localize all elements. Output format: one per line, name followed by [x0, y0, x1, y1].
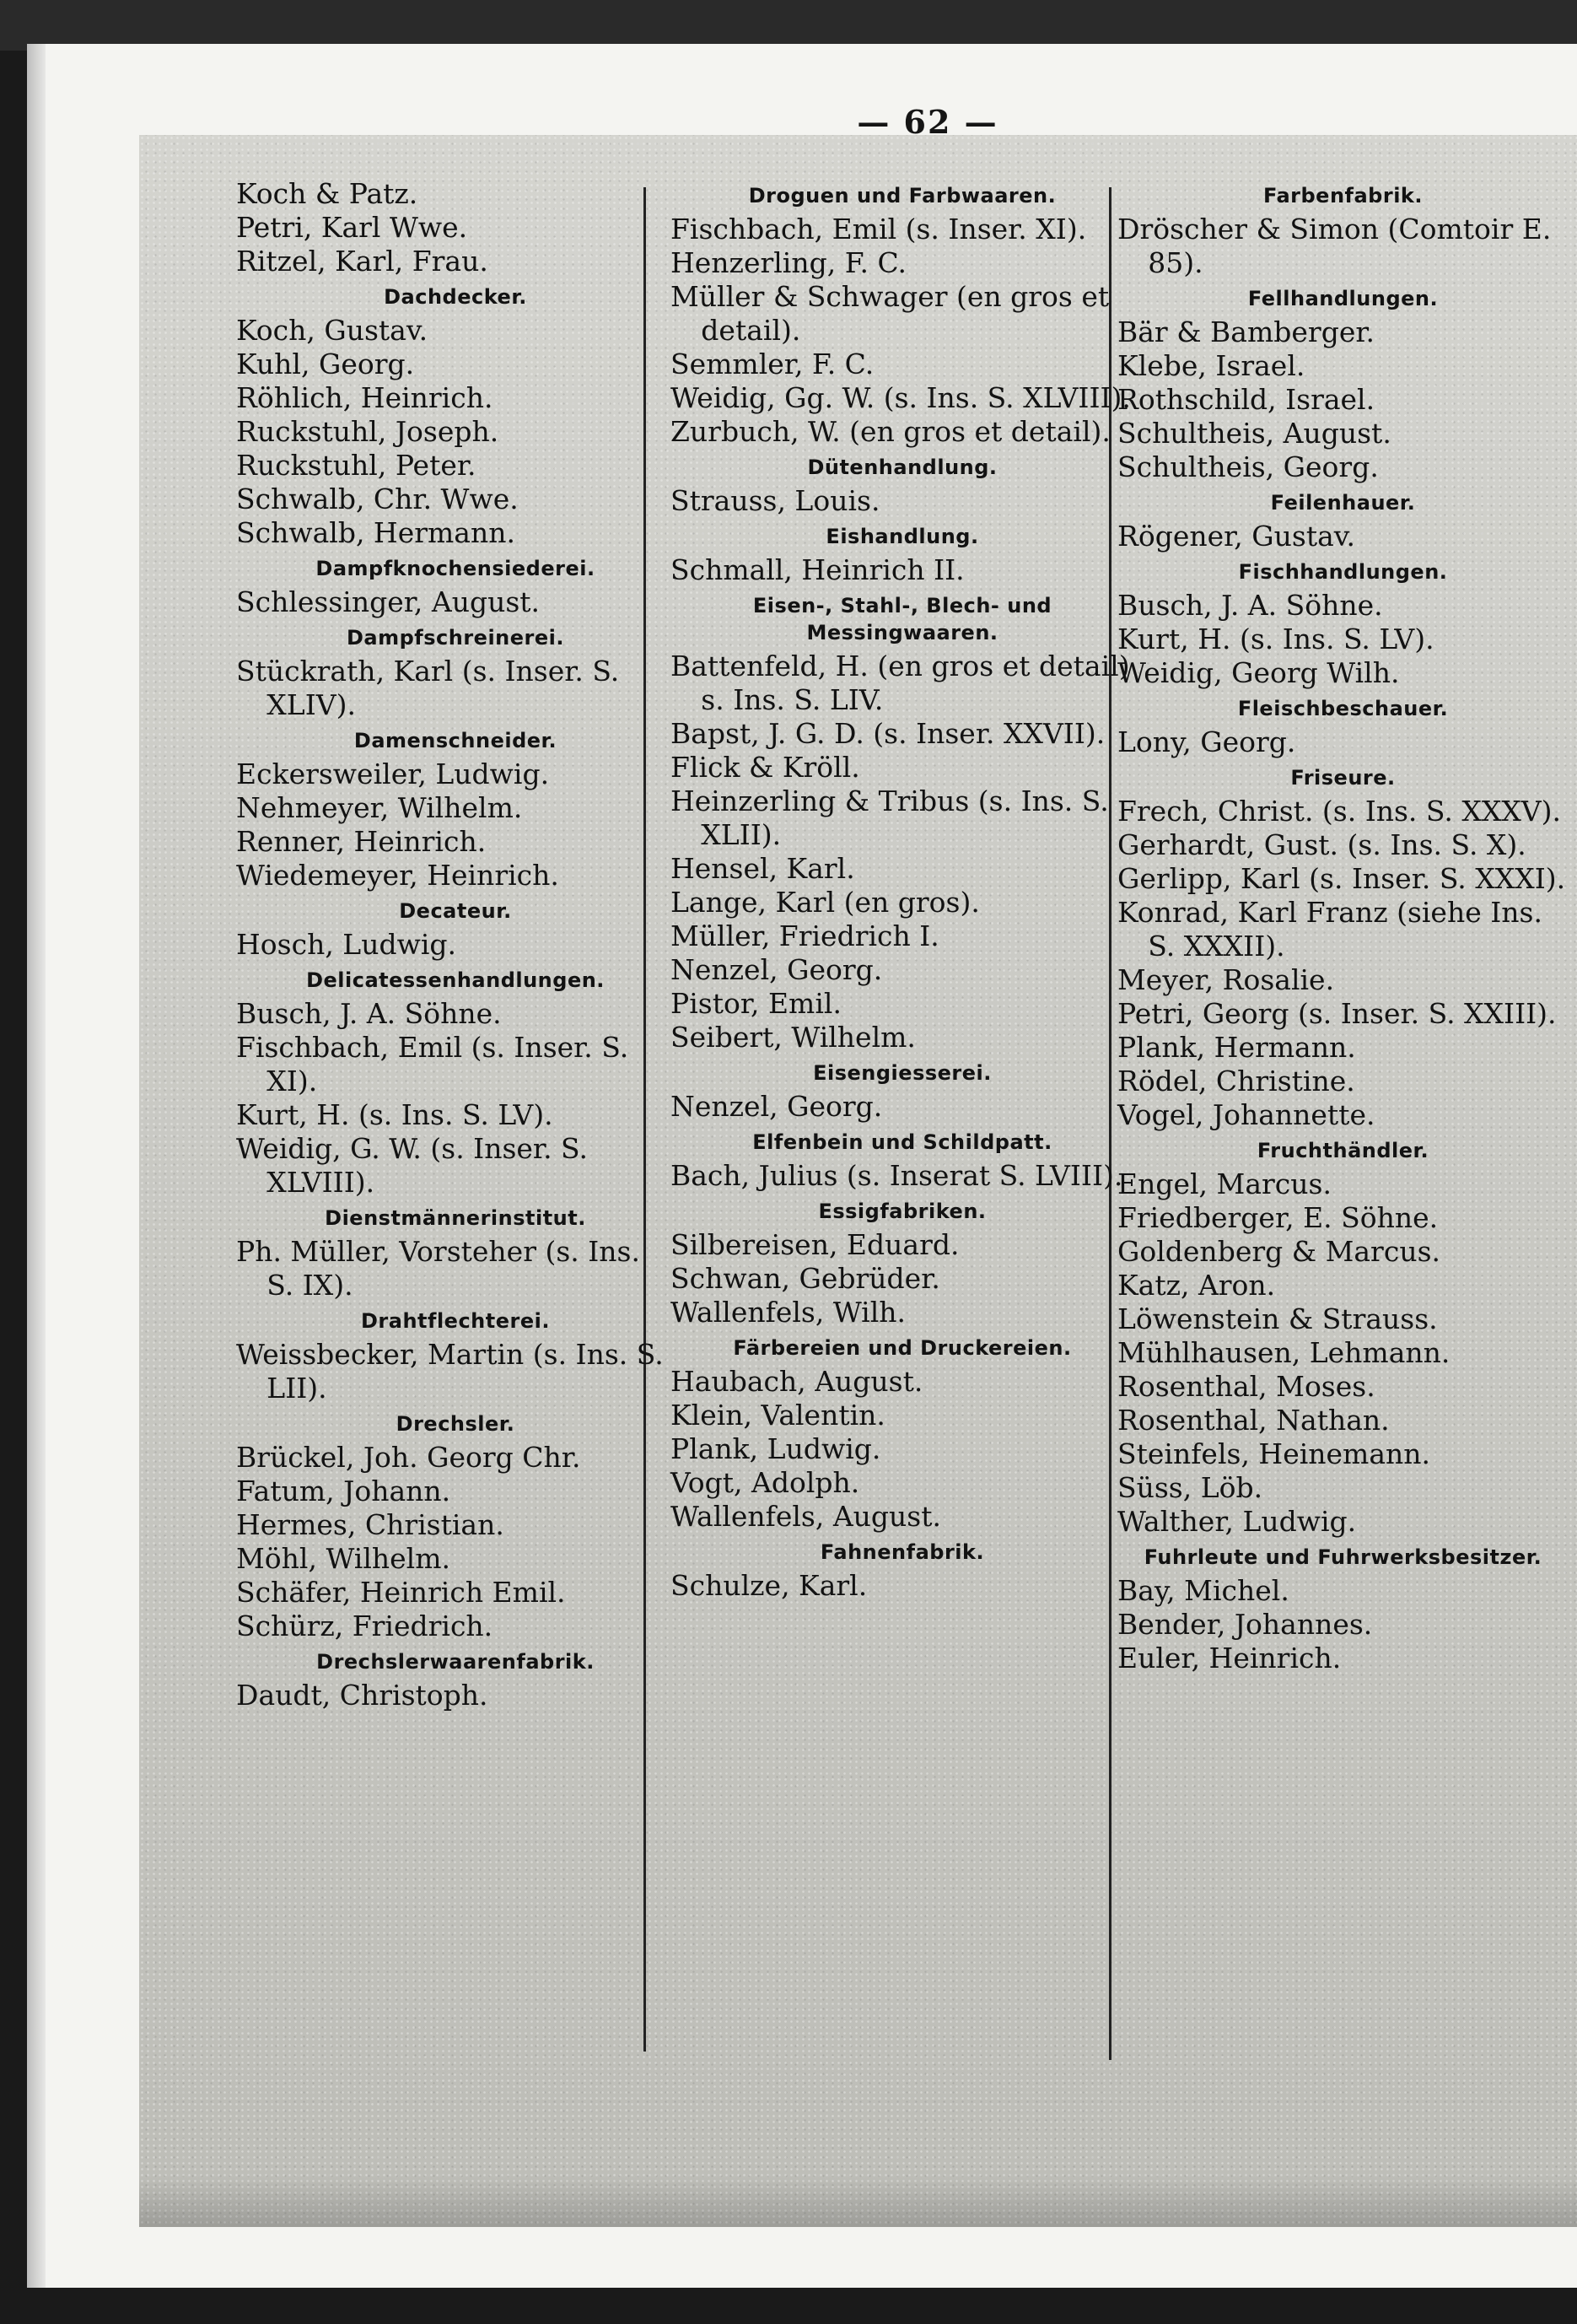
trade-heading: Fellhandlungen. [1247, 287, 1439, 310]
trade-heading: Färbereien und Druckereien. [733, 1336, 1072, 1360]
directory-entry: Schmall, Heinrich II. [670, 553, 965, 586]
directory-entry: Strauss, Louis. [670, 484, 880, 517]
trade-heading: Farbenfabrik. [1262, 184, 1424, 208]
page-number: — 62 — [857, 103, 998, 141]
trade-heading: Drechslerwaarenfabrik. [316, 1650, 595, 1674]
directory-entry: Schwalb, Hermann. [236, 516, 515, 549]
directory-entry: Müller, Friedrich I. [670, 919, 939, 952]
directory-entry: Löwenstein & Strauss. [1117, 1302, 1438, 1335]
directory-entry: Süss, Löb. [1117, 1471, 1263, 1504]
directory-entry: Silbereisen, Eduard. [670, 1228, 960, 1261]
directory-entry: Semmler, F. C. [670, 348, 875, 380]
trade-heading: Drahtflechterei. [361, 1309, 550, 1333]
trade-section [670, 454, 1134, 518]
directory-entry: Frech, Christ. (s. Ins. S. XXXV). [1117, 795, 1562, 828]
trade-heading: Damenschneider. [353, 729, 557, 752]
directory-entry: Pistor, Emil. [670, 987, 842, 1020]
directory-entry: Flick & Kröll. [670, 751, 860, 784]
trade-section [670, 523, 1134, 587]
directory-entry: Walther, Ludwig. [1117, 1505, 1357, 1538]
directory-entry: Nehmeyer, Wilhelm. [236, 791, 523, 824]
trade-heading: Feilenhauer. [1270, 491, 1416, 515]
directory-entry: Klebe, Israel. [1117, 349, 1305, 382]
directory-entry: Möhl, Wilhelm. [236, 1542, 451, 1575]
directory-entry: Weidig, Georg Wilh. [1117, 656, 1400, 689]
directory-entry: Ruckstuhl, Joseph. [236, 415, 499, 448]
directory-entry: Rosenthal, Moses. [1117, 1370, 1375, 1403]
directory-entry: Bay, Michel. [1117, 1574, 1289, 1607]
trade-section [1117, 182, 1569, 280]
directory-entry: Lange, Karl (en gros). [670, 886, 980, 919]
directory-entry: Kurt, H. (s. Ins. S. LV). [1117, 623, 1434, 655]
directory-entry: Petri, Georg (s. Inser. S. XXIII). [1117, 997, 1557, 1030]
directory-entry: Stückrath, Karl (s. Inser. S. XLIV). [236, 655, 620, 721]
directory-entry: Hensel, Karl. [670, 852, 855, 885]
directory-entry: Rosenthal, Nathan. [1117, 1404, 1390, 1437]
trade-heading: Eishandlung. [826, 525, 979, 548]
directory-entry: Dröscher & Simon (Comtoir E. 85). [1117, 213, 1552, 279]
directory-entry: Schultheis, Georg. [1117, 450, 1379, 483]
directory-entry: Bapst, J. G. D. (s. Inser. XXVII). [670, 717, 1106, 750]
directory-entry: Battenfeld, H. (en gros et detail) s. Ins. S. LIV. [670, 650, 1130, 716]
trade-section [236, 1410, 675, 1643]
trade-section [670, 1060, 1134, 1124]
directory-entry: Heinzerling & Tribus (s. Ins. S. XLII). [670, 785, 1109, 851]
directory-entry: Goldenberg & Marcus. [1117, 1235, 1440, 1268]
directory-entry: Röhlich, Heinrich. [236, 381, 493, 414]
directory-entry: Müller & Schwager (en gros et detail). [670, 280, 1110, 347]
directory-entry: Hosch, Ludwig. [236, 928, 457, 961]
directory-entry: Steinfels, Heinemann. [1117, 1437, 1431, 1470]
trade-section [670, 1129, 1134, 1193]
trade-heading: Eisengiesserei. [813, 1061, 992, 1085]
trade-section [1117, 489, 1569, 553]
directory-entry: Bach, Julius (s. Inserat S. LVIII). [670, 1159, 1123, 1192]
trade-section [1117, 764, 1569, 1132]
directory-entry: Schwan, Gebrüder. [670, 1262, 940, 1295]
trade-heading: Fahnenfabrik. [820, 1540, 985, 1564]
directory-entry: Lony, Georg. [1117, 725, 1296, 758]
book-top-edge [0, 0, 1577, 51]
directory-entry: Haubach, August. [670, 1365, 923, 1398]
directory-entry: Daudt, Christoph. [236, 1679, 488, 1712]
trade-section [670, 1198, 1134, 1329]
directory-entry: Wallenfels, August. [670, 1500, 941, 1533]
directory-entry: Schulze, Karl. [670, 1569, 868, 1602]
trade-section [236, 967, 675, 1200]
directory-entry: Fischbach, Emil (s. Inser. S. XI). [236, 1031, 629, 1097]
trade-heading: Elfenbein und Schildpatt. [752, 1130, 1052, 1154]
directory-entry: Zurbuch, W. (en gros et detail). [670, 415, 1111, 448]
directory-entry: Brückel, Joh. Georg Chr. [236, 1441, 581, 1474]
trade-section [236, 1648, 675, 1712]
trade-heading: Fleischbeschauer. [1237, 697, 1449, 720]
trade-section [1117, 1544, 1569, 1675]
directory-entry: Weissbecker, Martin (s. Ins. S. LII). [236, 1338, 664, 1405]
trade-section [670, 1335, 1134, 1534]
trade-heading: Dampfknochensiederei. [315, 557, 595, 580]
directory-entry: Mühlhausen, Lehmann. [1117, 1336, 1451, 1369]
trade-heading: Dienstmännerinstitut. [325, 1206, 586, 1230]
directory-entry: Schürz, Friedrich. [236, 1610, 493, 1642]
trade-heading: Droguen und Farbwaaren. [748, 184, 1057, 208]
directory-entry: Gerlipp, Karl (s. Inser. S. XXXI). [1117, 862, 1566, 895]
directory-entry: Schwalb, Chr. Wwe. [236, 483, 519, 515]
directory-entry: Nenzel, Georg. [670, 953, 883, 986]
trade-heading: Dampfschreinerei. [346, 626, 564, 650]
directory-entry: Gerhardt, Gust. (s. Ins. S. X). [1117, 828, 1526, 861]
directory-entry: Schäfer, Heinrich Emil. [236, 1576, 566, 1609]
trade-heading: Fischhandlungen. [1238, 560, 1448, 584]
trade-section [236, 555, 675, 619]
directory-entry: Plank, Hermann. [1117, 1031, 1356, 1064]
trade-section [1117, 285, 1569, 484]
trade-section [670, 1539, 1134, 1603]
trade-section [670, 182, 1134, 449]
directory-entry: Katz, Aron. [1117, 1269, 1276, 1302]
directory-entry: Busch, J. A. Söhne. [236, 997, 502, 1030]
directory-entry: Kurt, H. (s. Ins. S. LV). [236, 1098, 553, 1131]
directory-entry: Vogel, Johannette. [1117, 1098, 1375, 1131]
directory-entry: Vogt, Adolph. [670, 1466, 860, 1499]
directory-entry: Koch, Gustav. [236, 314, 428, 347]
trade-heading: Fruchthändler. [1257, 1139, 1429, 1162]
trade-section [1117, 1137, 1569, 1539]
trade-section [1117, 695, 1569, 759]
directory-entry: Plank, Ludwig. [670, 1432, 881, 1465]
directory-entry: Seibert, Wilhelm. [670, 1021, 916, 1054]
directory-column-2 [670, 177, 1134, 1608]
directory-entry: Petri, Karl Wwe. [236, 211, 468, 244]
page-fold-shadow [27, 44, 46, 2288]
directory-entry: Busch, J. A. Söhne. [1117, 589, 1383, 622]
trade-heading: Drechsler. [396, 1412, 515, 1436]
directory-entry: Weidig, G. W. (s. Inser. S. XLVIII). [236, 1132, 588, 1199]
trade-section [236, 177, 675, 278]
directory-entry: Friedberger, E. Söhne. [1117, 1201, 1439, 1234]
directory-entry: Weidig, Gg. W. (s. Ins. S. XLVIII). [670, 381, 1131, 414]
trade-heading: Eisen-, Stahl-, Blech- und Messingwaaren. [752, 594, 1052, 644]
directory-entry: Renner, Heinrich. [236, 825, 487, 858]
directory-entry: Euler, Heinrich. [1117, 1642, 1342, 1674]
trade-heading: Decateur. [399, 899, 512, 923]
directory-entry: Henzerling, F. C. [670, 246, 907, 279]
directory-column-3 [1117, 177, 1569, 1680]
directory-entry: Schultheis, August. [1117, 417, 1391, 450]
directory-entry: Hermes, Christian. [236, 1508, 504, 1541]
trade-heading: Friseure. [1290, 766, 1396, 790]
directory-entry: Bär & Bamberger. [1117, 315, 1375, 348]
trade-section [236, 1308, 675, 1405]
paper-bottom-shadow [139, 2176, 1577, 2227]
directory-entry: Konrad, Karl Franz (siehe Ins. S. XXXII). [1117, 896, 1542, 962]
trade-section [1117, 558, 1569, 690]
directory-entry: Fatum, Johann. [236, 1475, 451, 1507]
trade-section [236, 1205, 675, 1302]
trade-heading: Dachdecker. [384, 285, 527, 309]
trade-section [236, 283, 675, 550]
directory-entry: Fischbach, Emil (s. Inser. XI). [670, 213, 1087, 245]
directory-entry: Klein, Valentin. [670, 1399, 885, 1432]
directory-entry: Wiedemeyer, Heinrich. [236, 859, 559, 892]
directory-entry: Rothschild, Israel. [1117, 383, 1375, 416]
directory-entry: Bender, Johannes. [1117, 1608, 1373, 1641]
directory-entry: Schlessinger, August. [236, 585, 541, 618]
directory-entry: Rögener, Gustav. [1117, 520, 1355, 553]
directory-entry: Wallenfels, Wilh. [670, 1296, 907, 1329]
trade-section [236, 624, 675, 722]
trade-section [236, 898, 675, 962]
directory-entry: Ruckstuhl, Peter. [236, 449, 476, 482]
trade-section [236, 727, 675, 892]
directory-column-1 [236, 177, 675, 1717]
trade-section [670, 592, 1134, 1054]
directory-entry: Nenzel, Georg. [670, 1090, 883, 1123]
directory-entry: Kuhl, Georg. [236, 348, 415, 380]
trade-heading: Dütenhandlung. [807, 456, 998, 479]
directory-entry: Ph. Müller, Vorsteher (s. Ins. S. IX). [236, 1235, 640, 1302]
directory-entry: Koch & Patz. [236, 177, 418, 210]
directory-entry: Engel, Marcus. [1117, 1167, 1332, 1200]
trade-heading: Delicatessenhandlungen. [306, 968, 605, 992]
directory-entry: Meyer, Rosalie. [1117, 963, 1335, 996]
trade-heading: Fuhrleute und Fuhrwerksbesitzer. [1144, 1545, 1542, 1569]
trade-heading: Essigfabriken. [818, 1200, 987, 1223]
directory-entry: Ritzel, Karl, Frau. [236, 245, 488, 278]
directory-entry: Rödel, Christine. [1117, 1065, 1355, 1097]
directory-entry: Eckersweiler, Ludwig. [236, 758, 550, 790]
